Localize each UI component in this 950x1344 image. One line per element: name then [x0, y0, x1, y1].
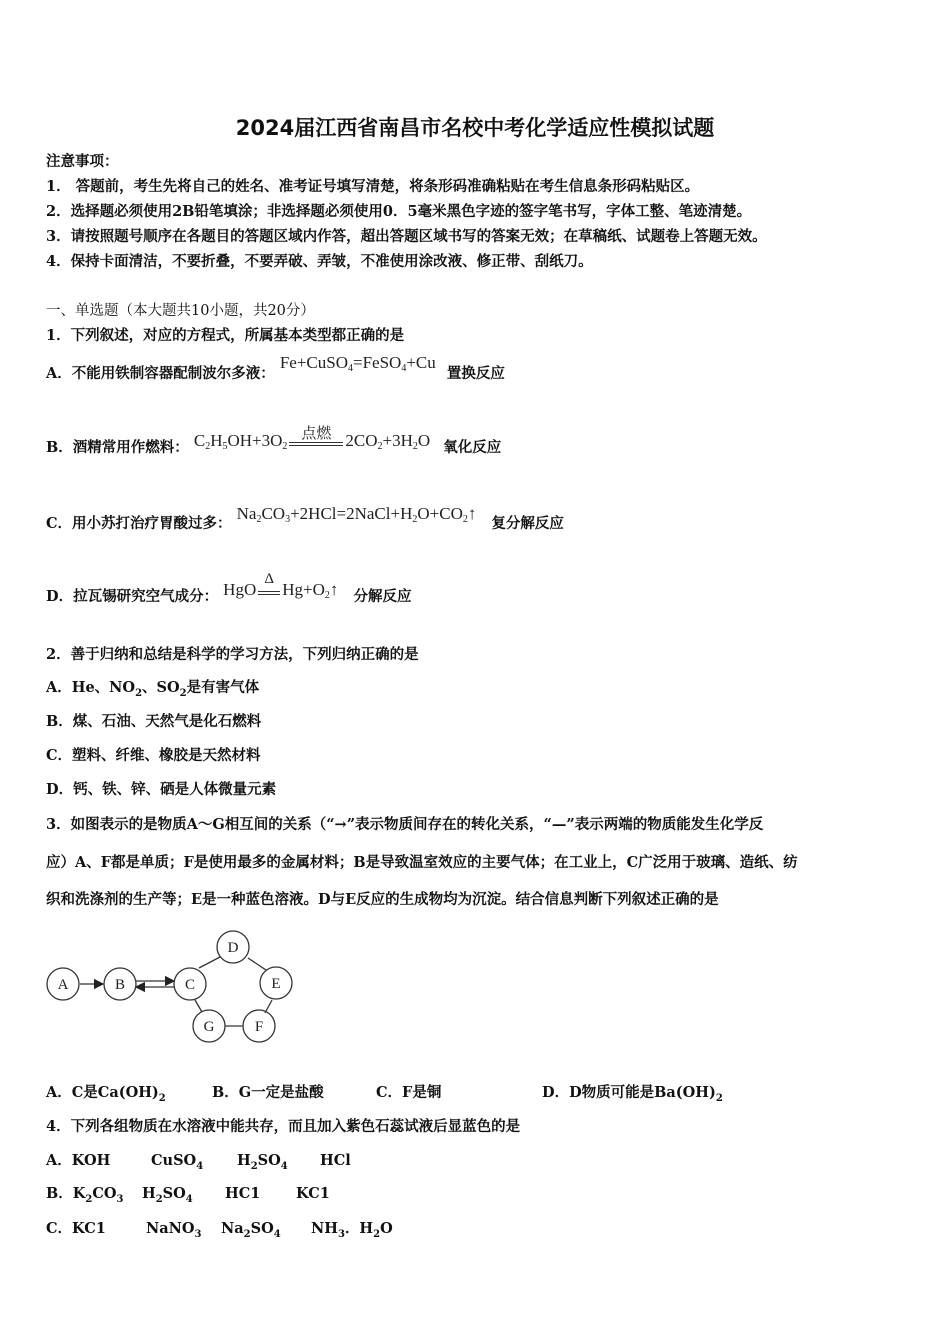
notice-item-2: 2．选择题必须使用2B铅笔填涂；非选择题必须使用0．5毫米黑色字迹的签字笔书写，字体工整、笔迹清楚。	[46, 203, 752, 220]
q1-a-label: A．不能用铁制容器配制波尔多液：	[46, 365, 275, 382]
q3-option-c: C．F是铜	[376, 1084, 442, 1101]
q2-option-a: A．He、$NO_2$、$SO_2$是有害气体	[46, 679, 260, 699]
link-c-d	[199, 957, 220, 968]
q1-b-condition: 点燃	[287, 442, 345, 452]
q1-c-label: C．用小苏打治疗胃酸过多：	[46, 515, 232, 532]
q3-stem-line1: 3．如图表示的是物质A～G相互间的关系（“→”表示物质间存在的转化关系，“—”表示两端的物质能发生化学反	[46, 816, 764, 833]
q1-option-d	[46, 571, 412, 607]
q2-option-d: D．钙、铁、锌、硒是人体微量元素	[46, 781, 277, 798]
link-d-e	[248, 958, 266, 970]
q1-b-type: 氧化反应	[443, 439, 502, 456]
q1-c-type: 复分解反应	[491, 515, 564, 532]
q4-option-b: B．$K_2CO_3$ $H_2SO_4$ HC1 KC1	[46, 1185, 330, 1205]
q4-option-a: A．KOH CuSO$_4$ $H_2SO_4$ HCl	[46, 1152, 351, 1172]
node-g-label: G	[203, 1019, 215, 1035]
q3-option-d: D．D物质可能是$Ba(OH)_2$	[542, 1084, 723, 1104]
q2-stem: 2．善于归纳和总结是科学的学习方法，下列归纳正确的是	[46, 646, 419, 663]
q3-option-a: A．C是$Ca(OH)_2$	[46, 1084, 166, 1104]
q1-c-equation: $Na_2CO_3+2HCl=2NaCl+H_2O+CO_2↑$	[236, 504, 477, 525]
section-heading: 一、单选题（本大题共10小题，共20分）	[46, 303, 315, 319]
q1-b-label: B．酒精常用作燃料：	[46, 439, 189, 456]
node-a-label: A	[57, 977, 69, 993]
q2-option-c: C．塑料、纤维、橡胶是天然材料	[46, 747, 261, 764]
q1-a-equation: Fe+CuSO$_4$=FeSO$_4$+Cu	[279, 353, 436, 374]
q1-d-type: 分解反应	[353, 588, 412, 605]
q1-option-b	[46, 426, 502, 458]
q1-d-condition: Δ	[256, 591, 282, 601]
node-f-label: F	[254, 1019, 264, 1035]
q2-option-b: B．煤、石油、天然气是化石燃料	[46, 713, 262, 730]
notice-item-3: 3．请按照题号顺序在各题目的答题区域内作答，超出答题区域书写的答案无效；在草稿纸、试题卷上答题无效。	[46, 228, 767, 245]
q4-option-c: C．KC1 NaNO$_3$ $Na_2SO_4$ $NH_3$．$H_2O$	[46, 1220, 393, 1240]
q4-stem: 4．下列各组物质在水溶液中能共存，而且加入紫色石蕊试液后显蓝色的是	[46, 1118, 521, 1135]
notice-item-1: 1． 答题前，考生先将自己的姓名、准考证号填写清楚，将条形码准确粘贴在考生信息条形码粘贴区。	[46, 178, 700, 195]
q3-option-b: B．G一定是盐酸	[212, 1084, 324, 1101]
q1-b-equation: $C_2H_5OH+3O_2$ 点燃 $2CO_2+3H_2O$	[193, 426, 431, 452]
q3-relation-diagram	[40, 925, 310, 1050]
q1-a-type: 置换反应	[446, 365, 505, 382]
q3-stem-line3: 织和洗涤剂的生产等；E是一种蓝色溶液。D与E反应的生成物均为沉淀。结合信息判断下列叙述正确的是	[46, 891, 719, 908]
q1-d-label: D．拉瓦锡研究空气成分：	[46, 588, 219, 605]
q3-stem-line2: 应）A、F都是单质；F是使用最多的金属材料；B是导致温室效应的主要气体；在工业上，C广泛用于玻璃、造纸、纺	[46, 854, 798, 871]
link-c-g	[195, 1000, 202, 1012]
node-e-label: E	[271, 976, 281, 992]
node-b-label: B	[114, 977, 126, 993]
node-c-label: C	[184, 977, 196, 993]
q1-option-c	[46, 504, 564, 534]
q1-option-a	[46, 353, 505, 384]
q1-d-equation: HgO Δ $Hg+O_2↑$	[223, 571, 339, 601]
q1-stem: 1．下列叙述，对应的方程式，所属基本类型都正确的是	[46, 327, 405, 344]
notice-item-4: 4．保持卡面清洁，不要折叠，不要弄破、弄皱，不准使用涂改液、修正带、刮纸刀。	[46, 253, 593, 270]
page-title: 2024届江西省南昌市名校中考化学适应性模拟试题	[235, 116, 715, 140]
notice-heading: 注意事项：	[46, 153, 119, 170]
node-d-label: D	[227, 940, 239, 956]
